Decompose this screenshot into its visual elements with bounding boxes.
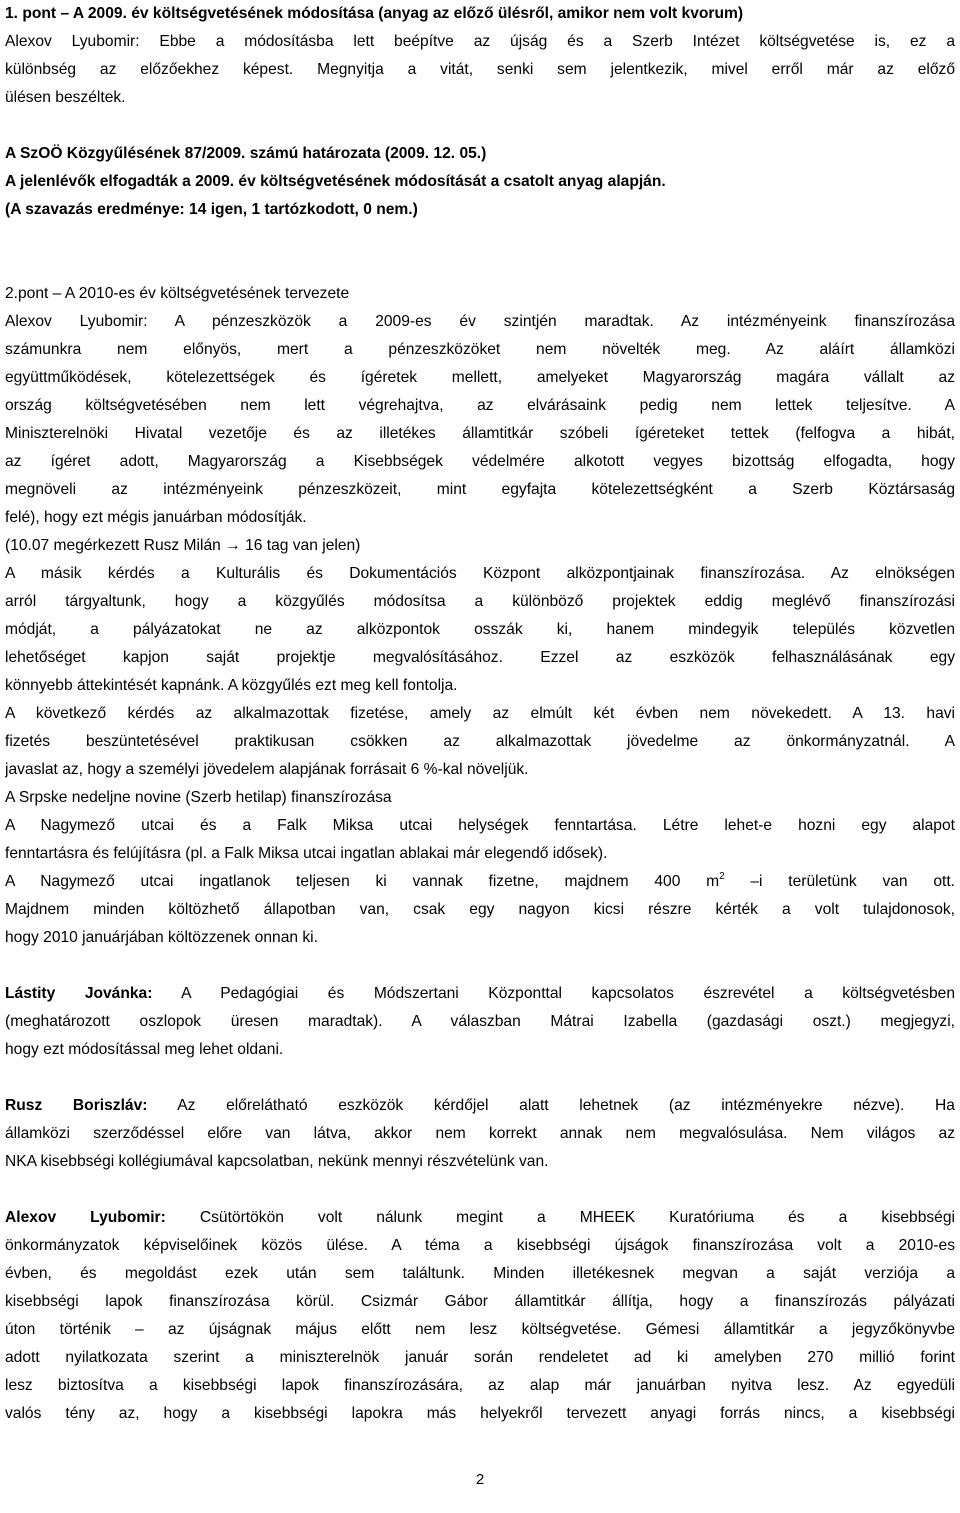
paragraph-line: Miniszterelnöki Hivatal vezetője és az illetékes államtitkár szóbeli ígéreteket tettek (felfogva a hibát,	[5, 425, 955, 442]
paragraph-line: NKA kisebbségi kollégiumával kapcsolatban, nekünk mennyi részvételünk van.	[5, 1153, 549, 1170]
paragraph-line: számunkra nem előnyös, mert a pénzeszközöket nem növelték meg. Az aláírt államközi	[5, 341, 955, 358]
paragraph-line: fenntartásra és felújításra (pl. a Falk Miksa utcai ingatlan ablakai már elegendő idősek).	[5, 845, 608, 862]
resolution-title: A SzOÖ Közgyűlésének 87/2009. számú határozata (2009. 12. 05.)	[5, 145, 487, 162]
paragraph-line: adott nyilatkozata szerint a miniszterelnök január során rendeletet ad ki amelyben 270 millió forint	[5, 1349, 955, 1366]
spacer	[5, 1176, 955, 1204]
item1-heading: 1. pont – A 2009. év költségvetésének módosítása (anyag az előző ülésről, amikor nem volt kvorum)	[5, 5, 744, 22]
arrival-note: (10.07 megérkezett Rusz Milán → 16 tag van jelen)	[5, 537, 361, 554]
spacer	[5, 952, 955, 980]
square-superscript: 2	[719, 871, 725, 882]
speaker-line: Lástity Jovánka: A Pedagógiai és Módszertani Központtal kapcsolatos észrevétel a költségvetésben	[5, 985, 955, 1002]
paragraph-line: hogy 2010 januárjában költözzenek onnan ki.	[5, 929, 318, 946]
item2-heading: 2.pont – A 2010-es év költségvetésének tervezete	[5, 285, 350, 302]
paragraph-line: úton történik – az újságnak május előtt nem lesz költségvetése. Gémesi államtitkár a jegyzőkönyvbe	[5, 1321, 955, 1338]
resolution-text: A jelenlévők elfogadták a 2009. év költségvetésének módosítását a csatolt anyag alapján.	[5, 173, 666, 190]
paragraph-line: kisebbségi lapok finanszírozása körül. Csizmár Gábor államtitkár állítja, hogy a finanszírozás pályázati	[5, 1293, 955, 1310]
paragraph-line: Alexov Lyubomir: A pénzeszközök a 2009-es év szintjén maradtak. Az intézményeink finanszírozása	[5, 313, 955, 330]
paragraph-line: javaslat az, hogy a személyi jövedelem alapjának forrásait 6 %-kal növeljük.	[5, 761, 529, 778]
paragraph-line: felé), hogy ezt mégis januárban módosítják.	[5, 509, 307, 526]
paragraph-line: megnöveli az intézményeink pénzeszközeit, mint egyfajta kötelezettségként a Szerb Köztársaság	[5, 481, 955, 498]
spacer	[5, 224, 955, 280]
document-page	[5, 0, 955, 1513]
paragraph-line: Alexov Lyubomir: Ebbe a módosításba lett beépítve az újság és a Szerb Intézet költségvetése is, ez a	[5, 33, 955, 50]
paragraph-line: A Nagymező utcai és a Falk Miksa utcai helységek fenntartása. Létre lehet-e hozni egy alapot	[5, 817, 955, 834]
paragraph-line: (meghatározott oszlopok üresen maradtak). A válaszban Mátrai Izabella (gazdasági oszt.) megjegyzi,	[5, 1013, 955, 1030]
paragraph-line: az ígéret adott, Magyarország a Kisebbségek védelmére alkotott vegyes bizottság elfogadta, hogy	[5, 453, 955, 470]
page-number: 2	[475, 1471, 485, 1488]
paragraph-line: lesz biztosítva a kisebbségi lapok finanszírozására, az alap már januárban nyitva lesz. Az egyedüli	[5, 1377, 955, 1394]
paragraph-line: együttműködések, kötelezettségek és ígéretek mellett, amelyeket Magyarország magára vállalt az	[5, 369, 955, 386]
paragraph-line: A másik kérdés a Kulturális és Dokumentációs Központ alközpontjainak finanszírozása. Az elnökségen	[5, 565, 955, 582]
area-text: A Nagymező utcai ingatlanok teljesen ki vannak fizetne, majdnem 400 m	[5, 873, 720, 890]
paragraph-line: A következő kérdés az alkalmazottak fizetése, amely az elmúlt két évben nem növekedett. A 13. havi	[5, 705, 955, 722]
area-text-end: –i területünk van ott.	[724, 873, 955, 890]
paragraph-line: lehetőséget kapjon saját projektje megvalósításához. Ezzel az eszközök felhasználásának egy	[5, 649, 955, 666]
paragraph-line: Majdnem minden költözhető állapotban van, csak egy nagyon kicsi részre kérték a volt tulajdonosok,	[5, 901, 955, 918]
speaker-line: Alexov Lyubomir: Csütörtökön volt nálunk megint a MHEEK Kuratóriuma és a kisebbségi	[5, 1209, 955, 1226]
speaker-line: Rusz Boriszláv: Az előrelátható eszközök kérdőjel alatt lehetnek (az intézményekre nézve). Ha	[5, 1097, 955, 1114]
paragraph-line: különbség az előzőekhez képest. Megnyitja a vitát, senki sem jelentkezik, mivel erről már az előző	[5, 61, 955, 78]
paragraph-line: arról tárgyaltunk, hogy a közgyűlés módosítsa a különböző projektek eddig meglévő finanszírozási	[5, 593, 955, 610]
paragraph-line: könnyebb áttekintését kapnánk. A közgyűlés ezt meg kell fontolja.	[5, 677, 458, 694]
paragraph-line: államközi szerződéssel előre van látva, akkor nem korrekt annak nem megvalósulása. Nem világos az	[5, 1125, 955, 1142]
paragraph-line: A Srpske nedeljne novine (Szerb hetilap) finanszírozása	[5, 789, 392, 806]
paragraph-line: hogy ezt módosítással meg lehet oldani.	[5, 1041, 284, 1058]
paragraph-line: évben, és megoldást ezek után sem találtunk. Minden illetékesnek megvan a saját verziója a	[5, 1265, 955, 1282]
paragraph-line: ülésen beszéltek.	[5, 89, 126, 106]
area-line	[5, 868, 955, 896]
paragraph-line: fizetés beszüntetésével praktikusan csökken az alkalmazottak jövedelme az önkormányzatnál. A	[5, 733, 955, 750]
paragraph-line: önkormányzatok képviselőinek közös ülése. A téma a kisebbségi újságok finanszírozása volt a 2010-es	[5, 1237, 955, 1254]
resolution-vote: (A szavazás eredménye: 14 igen, 1 tartózkodott, 0 nem.)	[5, 201, 418, 218]
spacer	[5, 1064, 955, 1092]
paragraph-line: ország költségvetésében nem lett végrehajtva, az elvárásaink pedig nem lettek teljesítve. A	[5, 397, 955, 414]
paragraph-line: valós tény az, hogy a kisebbségi lapokra más helyekről tervezett anyagi forrás nincs, a kisebbségi	[5, 1405, 955, 1422]
paragraph-line: módját, a pályázatokat ne az alközpontok osszák ki, hanem mindegyik település közvetlen	[5, 621, 955, 638]
spacer	[5, 112, 955, 140]
